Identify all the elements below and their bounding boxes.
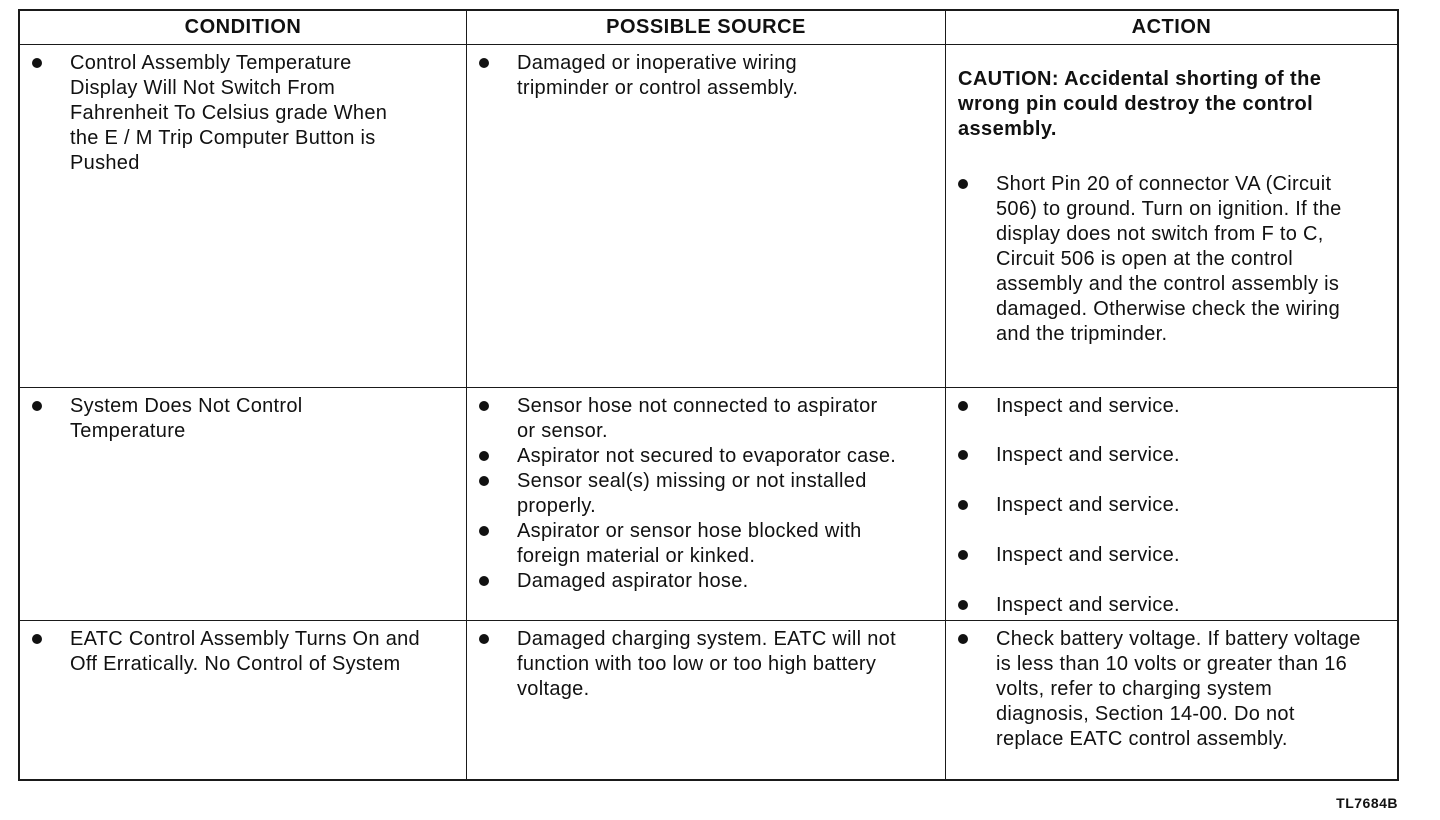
action-item xyxy=(946,172,1378,347)
action-text: Short Pin 20 of connector VA (Circuit 506) to ground. Turn on ignition. If the display does not switch from F to C, Circuit 506 is open at the control assembly and the control assembly is damaged. Otherwise check the wiring and the tripminder. xyxy=(996,173,1342,345)
bullet-icon xyxy=(479,634,489,644)
bullet-icon xyxy=(479,401,489,411)
row-1-action-cell xyxy=(946,45,1397,388)
source-item xyxy=(467,394,909,444)
bullet-icon xyxy=(958,600,968,610)
condition-text: EATC Control Assembly Turns On and Off Erratically. No Control of System xyxy=(70,628,420,675)
bullet-icon xyxy=(479,526,489,536)
action-text: Inspect and service. xyxy=(996,494,1180,516)
bullet-icon xyxy=(479,576,489,586)
condition-text: System Does Not Control Temperature xyxy=(70,395,303,442)
row-3-condition-cell xyxy=(20,621,467,779)
figure-code: TL7684B xyxy=(1336,795,1398,811)
source-text: Damaged charging system. EATC will not function with too low or too high battery voltage. xyxy=(517,628,896,700)
source-item xyxy=(467,444,909,469)
source-text: Aspirator or sensor hose blocked with foreign material or kinked. xyxy=(517,520,862,567)
action-text: Inspect and service. xyxy=(996,544,1180,566)
row-2-action-cell xyxy=(946,388,1397,621)
action-item xyxy=(946,443,1397,468)
source-text: Sensor hose not connected to aspirator or sensor. xyxy=(517,395,878,442)
source-item xyxy=(467,627,909,702)
action-item xyxy=(946,493,1397,518)
row-3-source-cell xyxy=(467,621,946,779)
source-item xyxy=(467,51,869,101)
condition-item xyxy=(20,51,432,176)
header-condition: CONDITION xyxy=(20,11,467,45)
row-3-action-cell xyxy=(946,621,1397,779)
bullet-icon xyxy=(958,450,968,460)
bullet-icon xyxy=(958,550,968,560)
bullet-icon xyxy=(479,476,489,486)
action-item xyxy=(946,627,1378,752)
caution-note: CAUTION: Accidental shorting of the wrong pin could destroy the control assembly. xyxy=(958,68,1322,140)
bullet-icon xyxy=(479,451,489,461)
diagnosis-table xyxy=(18,9,1399,781)
source-item xyxy=(467,519,909,569)
action-text: Inspect and service. xyxy=(996,395,1180,417)
source-item xyxy=(467,569,909,594)
source-text: Damaged aspirator hose. xyxy=(517,570,749,592)
source-item xyxy=(467,469,909,519)
source-text: Damaged or inoperative wiring tripminder or control assembly. xyxy=(517,52,799,99)
condition-text: Control Assembly Temperature Display Will Not Switch From Fahrenheit To Celsius grade When the E / M Trip Computer Button is Pushed xyxy=(70,52,388,174)
source-text: Sensor seal(s) missing or not installed properly. xyxy=(517,470,867,517)
bullet-icon xyxy=(958,500,968,510)
bullet-icon xyxy=(32,401,42,411)
condition-item xyxy=(20,394,382,444)
row-2-condition-cell xyxy=(20,388,467,621)
source-text: Aspirator not secured to evaporator case. xyxy=(517,445,897,467)
action-item xyxy=(946,593,1397,618)
row-1-source-cell xyxy=(467,45,946,388)
bullet-icon xyxy=(32,634,42,644)
row-2-source-cell xyxy=(467,388,946,621)
row-1-condition-cell xyxy=(20,45,467,388)
action-text: Inspect and service. xyxy=(996,594,1180,616)
header-possible-source: POSSIBLE SOURCE xyxy=(467,11,946,45)
bullet-icon xyxy=(32,58,42,68)
bullet-icon xyxy=(958,401,968,411)
action-item xyxy=(946,394,1397,419)
bullet-icon xyxy=(479,58,489,68)
action-text: Inspect and service. xyxy=(996,444,1180,466)
header-action: ACTION xyxy=(946,11,1397,45)
bullet-icon xyxy=(958,634,968,644)
action-text: Check battery voltage. If battery voltage is less than 10 volts or greater than 16 volts, refer to charging system diagnosis, Section 14-00. Do not replace EATC control assembly. xyxy=(996,628,1361,750)
action-item xyxy=(946,543,1397,568)
condition-item xyxy=(20,627,452,677)
bullet-icon xyxy=(958,179,968,189)
